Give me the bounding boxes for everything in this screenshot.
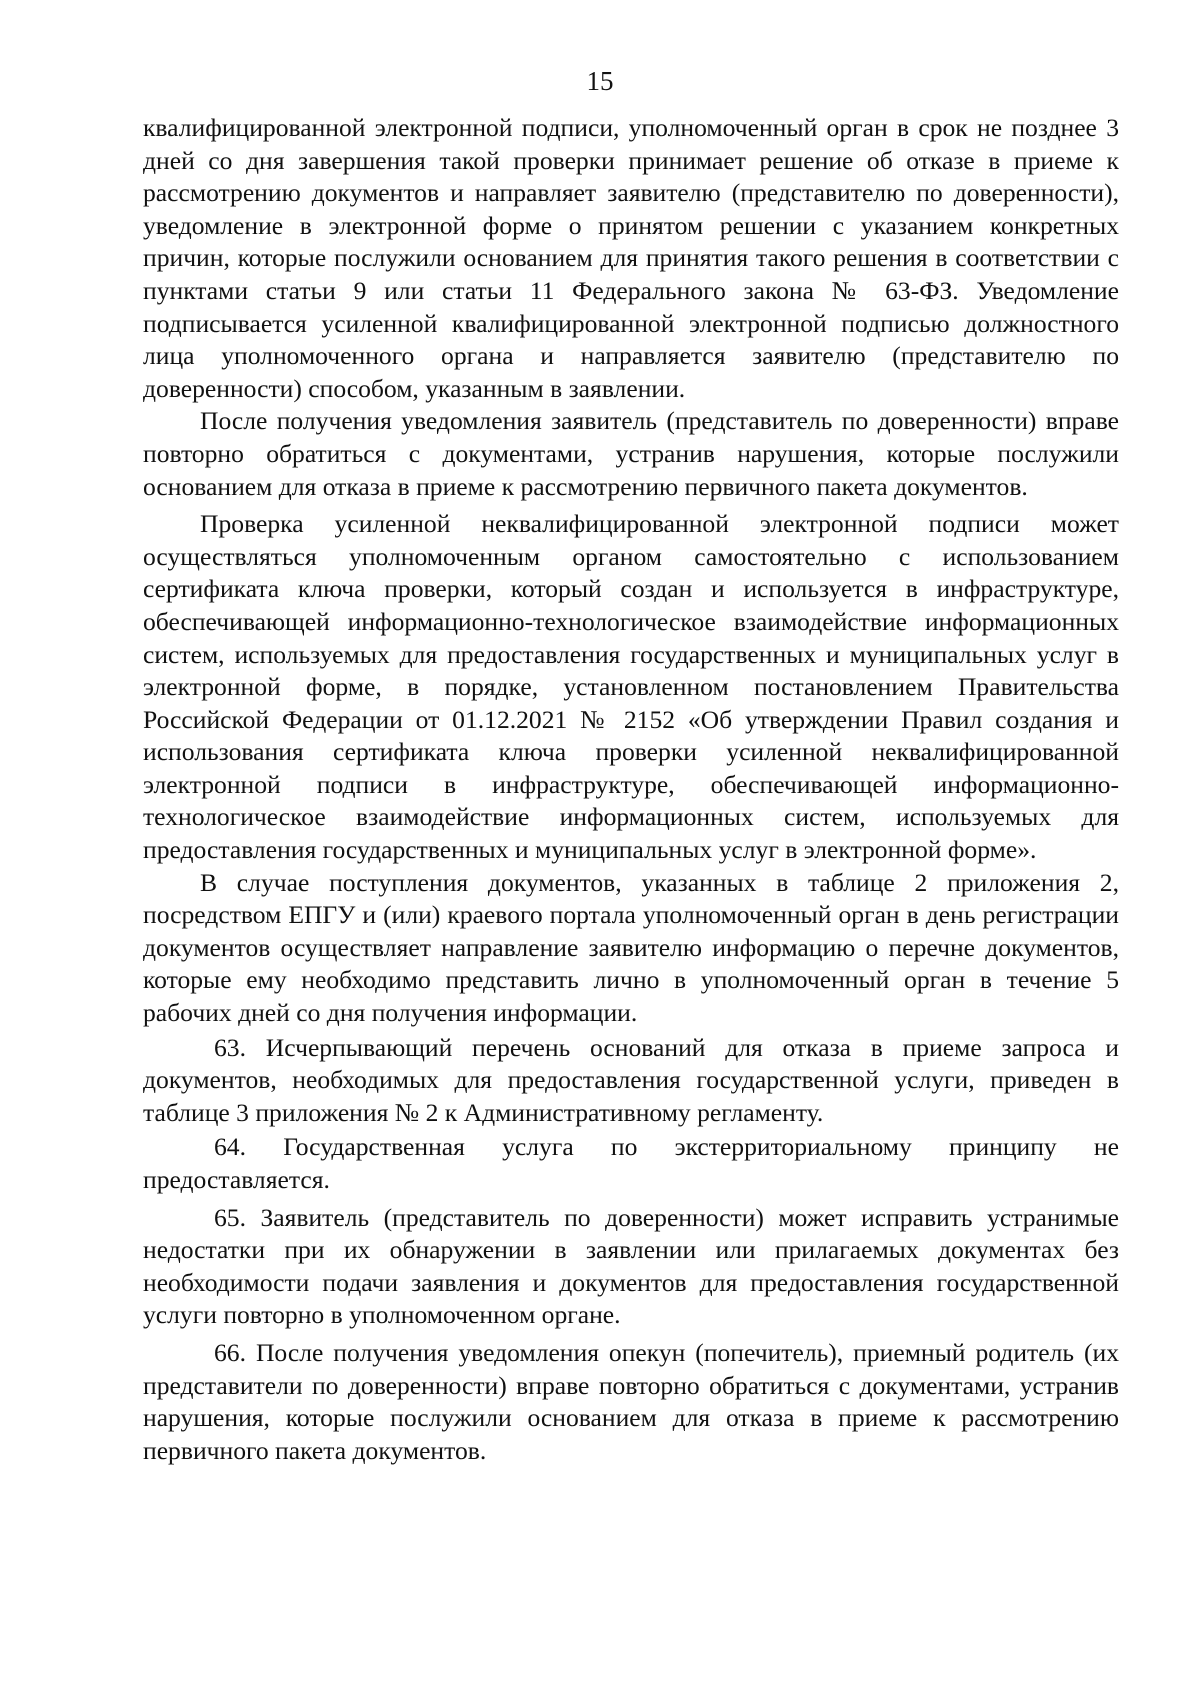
paragraph-repeat-application: После получения уведомления заявитель (представитель по доверенности) вправе повторно обратиться с документами, устранив нарушения, которые послужили основанием для отказа в приеме к рассмотрению первичного пакета документов. xyxy=(143,406,1119,501)
page-number: 15 xyxy=(586,66,614,96)
paragraph-66: 66. После получения уведомления опекун (попечитель), приемный родитель (их представители по доверенности) вправе повторно обратиться с документами, устранив нарушения, которые послужили основанием для отказа в приеме к рассмотрению первичного пакета документов. xyxy=(143,1337,1119,1465)
paragraph-64: 64. Государственная услуга по экстерриториальному принципу не предоставляется. xyxy=(143,1132,1119,1194)
paragraph-epgu-documents: В случае поступления документов, указанных в таблице 2 приложения 2, посредством ЕПГУ и (или) краевого портала уполномоченный орган в день регистрации документов осуществляет направление заявителю информацию о перечне документов, которые ему необходимо представить лично в уполномоченный орган в течение 5 рабочих дней со дня получения информации. xyxy=(143,867,1119,1028)
document-body xyxy=(143,112,1119,1467)
paragraph-signature-verification: Проверка усиленной неквалифицированной электронной подписи может осуществляться уполномоченным органом самостоятельно с использованием сертификата ключа проверки, который создан и используется в инфраструктуре, обеспечивающей информационно-технологическое взаимодействие информационных систем, используемых для предоставления государственных и муниципальных услуг в электронной форме, в порядке, установленном постановлением Правительства Российской Федерации от 01.12.2021 № 2152 «Об утверждении Правил создания и использования сертификата ключа проверки усиленной неквалифицированной электронной подписи в инфраструктуре, обеспечивающей информационно-технологическое взаимодействие информационных систем, используемых для предоставления государственных и муниципальных услуг в электронной форме». xyxy=(143,509,1119,865)
paragraph-continuation: квалифицированной электронной подписи, уполномоченный орган в срок не позднее 3 дней со дня завершения такой проверки принимает решение об отказе в приеме к рассмотрению документов и направляет заявителю (представителю по доверенности), уведомление в электронной форме о принятом решении с указанием конкретных причин, которые послужили основанием для принятия такого решения в соответствии с пунктами статьи 9 или статьи 11 Федерального закона № 63-ФЗ. Уведомление подписывается усиленной квалифицированной электронной подписью должностного лица уполномоченного органа и направляется заявителю (представителю по доверенности) способом, указанным в заявлении. xyxy=(143,113,1119,403)
paragraph-63: 63. Исчерпывающий перечень оснований для отказа в приеме запроса и документов, необходимых для предоставления государственной услуги, приведен в таблице 3 приложения № 2 к Административному регламенту. xyxy=(143,1032,1119,1127)
paragraph-65: 65. Заявитель (представитель по доверенности) может исправить устранимые недостатки при их обнаружении в заявлении или прилагаемых документах без необходимости подачи заявления и документов для предоставления государственной услуги повторно в уполномоченном органе. xyxy=(143,1202,1119,1330)
